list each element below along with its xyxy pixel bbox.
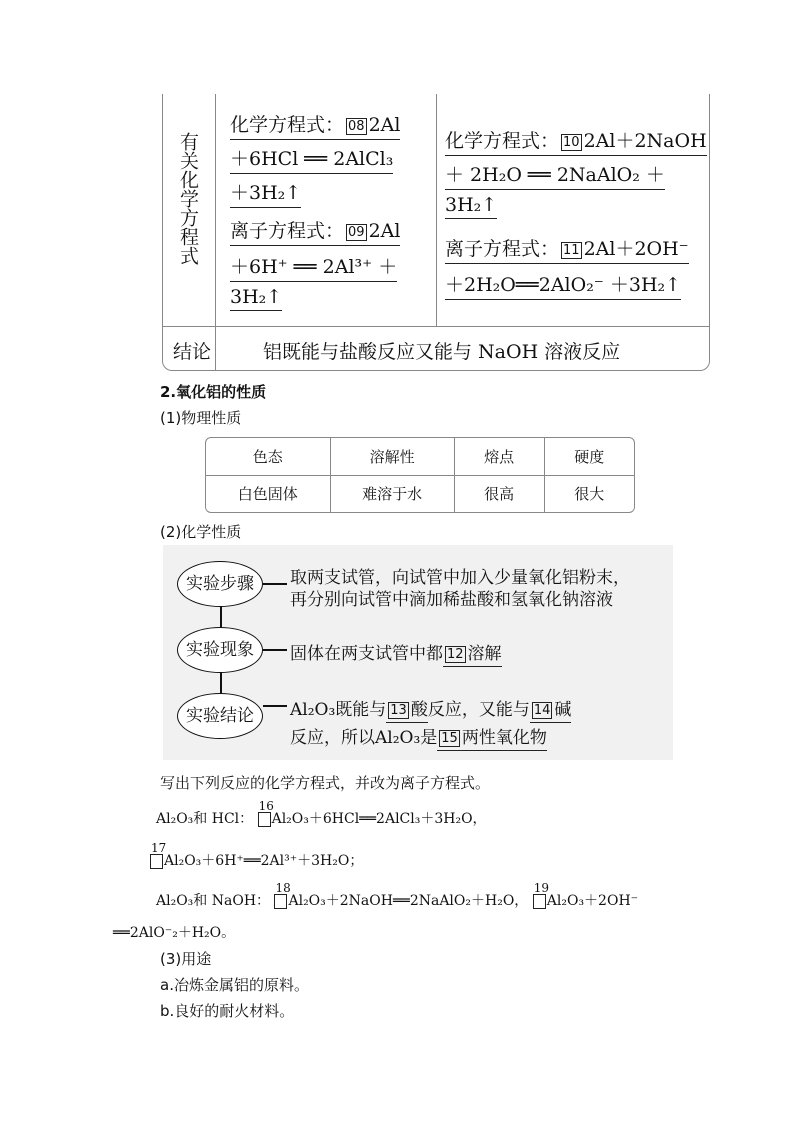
value-cell: 白色固体 <box>206 475 330 512</box>
reaction-19-cont: ══2AlO⁻₂＋H₂O。 <box>113 925 236 941</box>
al-hcl-eq-line2: ＋6HCl ══ 2AlCl₃ <box>230 144 393 174</box>
answer-box-08: 08 <box>348 118 365 134</box>
use-item: a.冶炼金属铝的原料。 <box>160 976 309 994</box>
conclusion-line-1 <box>290 695 571 720</box>
ion-label: 离子方程式： <box>445 238 560 260</box>
reaction-table <box>162 94 710 371</box>
connector-line <box>263 649 287 651</box>
header-cell: 熔点 <box>454 438 544 475</box>
answer-box-14: 14 <box>533 703 551 718</box>
box-number: 18 <box>275 880 291 895</box>
reaction-17-line <box>150 840 364 870</box>
sub-title-physical: (1)物理性质 <box>160 409 242 427</box>
answer-14: 碱 <box>554 700 572 720</box>
equation-16: Al₂O₃＋6HCl══2AlCl₃＋3H₂O， <box>271 811 487 827</box>
eq-part: 2Al＋2NaOH <box>583 130 707 152</box>
phenomenon-prefix: 固体在两支试管中都 <box>290 644 443 664</box>
al-hcl-ion-line1 <box>230 216 400 246</box>
answer-box-17 <box>150 840 167 869</box>
reaction-naoh-line <box>156 880 639 910</box>
box-number: 19 <box>533 880 550 895</box>
al-naoh-ion-line1 <box>445 234 689 264</box>
row-label-cell <box>163 94 216 326</box>
conclusion-oval: 实验结论 <box>177 693 263 739</box>
physical-properties-table <box>205 437 635 513</box>
steps-text-1: 取两支试管，向试管中加入少量氧化铝粉末， <box>290 568 630 588</box>
answer-box-16 <box>258 798 274 827</box>
value-cell: 难溶于水 <box>330 475 454 512</box>
answer-box-10: 10 <box>563 134 580 150</box>
answer-box-09: 09 <box>348 224 365 240</box>
answer-box-18 <box>274 880 291 909</box>
al-hcl-eq-line3: ＋3H₂↑ <box>230 178 301 208</box>
text: Al₂O₃既能与 <box>290 700 387 720</box>
answer-box-19 <box>533 880 550 909</box>
phenomenon-oval: 实验现象 <box>177 627 263 673</box>
table-header-row <box>206 438 634 475</box>
al-naoh-cell <box>437 94 709 326</box>
steps-oval: 实验步骤 <box>177 561 263 607</box>
al-hcl-ion-line3: 3H₂↑ <box>230 286 282 311</box>
connector-line <box>263 705 287 707</box>
al-naoh-ion-line2: ＋2H₂O══2AlO₂⁻ ＋3H₂↑ <box>445 270 681 300</box>
al-hcl-ion-line2: ＋6H⁺ ══ 2Al³⁺ ＋ <box>230 252 397 282</box>
conclusion-label: 结论 <box>173 341 212 363</box>
label: Al₂O₃和 NaOH： <box>156 893 271 909</box>
equation-19: Al₂O₃＋2OH⁻ <box>546 893 639 909</box>
value-cell: 很大 <box>544 475 634 512</box>
instruction-text: 写出下列反应的化学方程式，并改为离子方程式。 <box>160 774 491 792</box>
answer-12: 溶解 <box>467 644 502 664</box>
steps-text-2: 再分别向试管中滴加稀盐酸和氢氧化钠溶液 <box>290 590 613 610</box>
reaction-hcl-line <box>156 798 487 828</box>
answer-box-12: 12 <box>447 647 464 662</box>
answer-15: 两性氧化物 <box>461 728 547 748</box>
label: Al₂O₃和 HCl： <box>156 811 254 827</box>
ion-part: 2Al <box>368 220 401 242</box>
sub-title-uses: (3)用途 <box>160 950 212 968</box>
conclusion-text: 铝既能与盐酸反应又能与 NaOH 溶液反应 <box>263 341 621 363</box>
ion-part: 2Al＋2OH⁻ <box>583 238 689 260</box>
connector-line <box>263 583 287 585</box>
eq-part: 2Al <box>368 114 401 136</box>
experiment-diagram <box>163 545 673 760</box>
ion-label: 离子方程式： <box>230 220 345 242</box>
table-row <box>206 475 634 512</box>
eq-label: 化学方程式： <box>445 130 560 152</box>
conclusion-line-2 <box>290 723 547 748</box>
box-number: 16 <box>258 798 274 813</box>
use-item: b.良好的耐火材料。 <box>160 1002 295 1020</box>
phenomenon-text <box>290 639 502 664</box>
box-number: 17 <box>151 840 167 855</box>
equation-17: Al₂O₃＋6H⁺══2Al³⁺＋3H₂O； <box>164 853 364 869</box>
header-cell: 溶解性 <box>330 438 454 475</box>
al-naoh-eq-line2: ＋ 2H₂O ══ 2NaAlO₂ ＋ <box>445 160 665 190</box>
al-naoh-eq-line3: 3H₂↑ <box>445 194 497 219</box>
row-label: 有关化学方程式 <box>177 132 199 265</box>
eq-label: 化学方程式： <box>230 114 345 136</box>
al-hcl-cell <box>216 94 437 326</box>
answer-13: 酸 <box>410 700 428 720</box>
divider <box>215 327 216 371</box>
header-cell: 色态 <box>206 438 330 475</box>
equation-18: Al₂O₃＋2NaOH══2NaAlO₂＋H₂O， <box>288 893 529 909</box>
al-hcl-eq-line1 <box>230 110 400 140</box>
value-cell: 很高 <box>454 475 544 512</box>
answer-box-13: 13 <box>390 703 407 718</box>
answer-box-11: 11 <box>563 242 580 258</box>
sub-title-chemical: (2)化学性质 <box>160 523 242 541</box>
text: 反应，所以Al₂O₃是 <box>290 728 438 748</box>
al-naoh-eq-line1 <box>445 126 707 156</box>
answer-box-15: 15 <box>441 731 458 746</box>
section-title: 2.氧化铝的性质 <box>160 383 267 401</box>
header-cell: 硬度 <box>544 438 634 475</box>
text: 反应，又能与 <box>427 700 530 720</box>
conclusion-row <box>163 326 709 371</box>
